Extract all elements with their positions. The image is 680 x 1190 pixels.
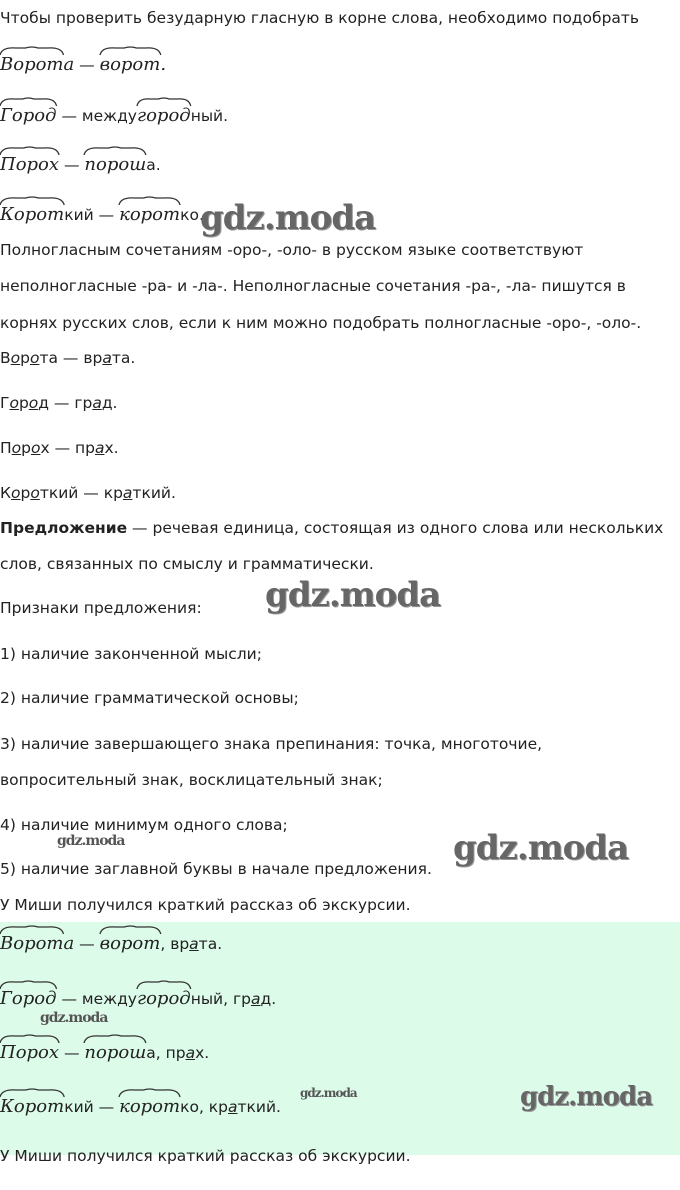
watermark: gdz.moda [40,1010,108,1026]
word-pair: Короткий — коротко. [0,205,204,225]
word-pair: Город — град. [0,394,118,412]
word-pair: Порох — пороша. [0,155,161,175]
sign-item: 2) наличие грамматической основы; [0,689,299,707]
definition-term: Предложение [0,519,128,537]
answer-cut-line: У Миши получился краткий рассказ об экскурсии. [0,1147,411,1165]
definition-line: Предложение — речевая единица, состоящая из одного слова или нескольких [0,519,664,537]
watermark: gdz.moda [200,198,376,238]
sign-item: 4) наличие минимум одного слова; [0,816,288,834]
sign-item: 3) наличие завершающего знака препинания: точка, многоточие, [0,735,543,753]
word-pair: Короткий — краткий. [0,484,176,502]
watermark: gdz.moda [453,828,629,868]
root-word: Ворот [0,55,64,75]
sign-item: 1) наличие законченной мысли; [0,645,262,663]
watermark: gdz.moda [57,833,125,849]
answer-box [0,922,680,1165]
paragraph-line: корнях русских слов, если к ним можно подобрать полногласные -оро-, -оло-. [0,314,642,332]
answer-line: Порох — пороша, прах. [0,1043,209,1063]
word-pair: Город — между городный. [0,106,228,126]
paragraph-line: Полногласным сочетаниям -оро-, -оло- в русском языке соответствуют [0,241,584,259]
word-pair: Ворота — ворот. [0,55,166,75]
answer-line: Короткий — коротко, краткий. [0,1097,281,1117]
answer-line: Ворота — ворот, врата. [0,934,222,954]
watermark: gdz.moda [520,1082,653,1112]
paragraph-line: неполногласные -ра- и -ла-. Неполногласные сочетания -ра-, -ла- пишутся в [0,277,626,295]
answer-line: Город — между городный, град. [0,989,276,1009]
watermark: gdz.moda [300,1086,357,1100]
definition-line: слов, связанных по смыслу и грамматически. [0,555,374,573]
word-pair: Порох — прах. [0,439,119,457]
signs-title: Признаки предложения: [0,599,202,617]
intro-text: Чтобы проверить безударную гласную в корне слова, необходимо подобрать [0,9,640,27]
sign-item: вопросительный знак, восклицательный знак; [0,771,383,789]
word-pair: Ворота — врата. [0,349,136,367]
watermark: gdz.moda [265,575,441,615]
sign-item: 5) наличие заглавной буквы в начале предложения. [0,860,432,878]
example-sentence: У Миши получился краткий рассказ об экскурсии. [0,896,411,914]
